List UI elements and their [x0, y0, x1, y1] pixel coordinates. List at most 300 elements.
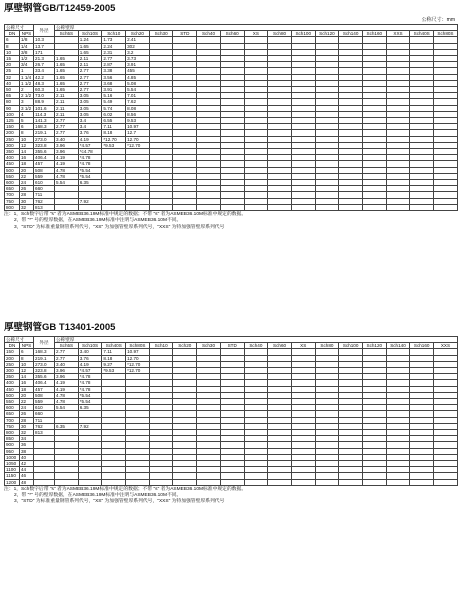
dn-cell: 750 — [5, 198, 20, 204]
nps-cell: 14 — [20, 149, 34, 155]
wall-cell: 2.11 — [78, 62, 102, 68]
header-schedule: Sch20 — [126, 31, 150, 37]
header-schedule-row — [5, 343, 458, 349]
header-schedule: XS — [244, 31, 268, 37]
wall-cell: 7.92 — [78, 423, 102, 429]
nps-cell: 22 — [20, 173, 34, 179]
dn-cell: 750 — [5, 423, 20, 429]
wall-cell — [410, 204, 434, 210]
nps-cell: 28 — [20, 417, 34, 423]
dn-cell: 800 — [5, 430, 20, 436]
dn-cell: 550 — [5, 399, 20, 405]
wall-cell: *4.78 — [78, 380, 102, 386]
dn-cell: 350 — [5, 149, 20, 155]
wall-cell: 2.11 — [55, 105, 79, 111]
wall-cell: 4.19 — [55, 161, 79, 167]
wall-cell: 2.77 — [78, 80, 102, 86]
wall-cell: 7.11 — [102, 124, 126, 130]
wall-cell: *5.54 — [78, 173, 102, 179]
wall-cell: *4.78 — [78, 386, 102, 392]
note-line: 3，"STD" 为标准重量钢管系列代号，"XS" 为加强管壁厚系列代号，"XXS" 为特加强管壁厚系列代号 — [14, 224, 225, 230]
wall-cell: 3.4 — [78, 118, 102, 124]
wall-cell: 3.4 — [78, 124, 102, 130]
od-cell: 33.4 — [34, 68, 55, 74]
nps-cell: 3/8 — [20, 49, 34, 55]
wall-cell: 7.92 — [78, 198, 102, 204]
wall-cell — [78, 479, 102, 485]
wall-cell — [173, 479, 197, 485]
wall-cell: 5.54 — [55, 180, 79, 186]
header-schedule: XXS — [434, 343, 458, 349]
nps-cell: 1 1/4 — [20, 74, 34, 80]
wall-cell: 2.77 — [78, 74, 102, 80]
wall-cell: 12.7 — [126, 130, 150, 136]
wall-cell: 3.56 — [102, 74, 126, 80]
nps-cell: 3 — [20, 99, 34, 105]
wall-cell: 5.16 — [102, 93, 126, 99]
header-od: 外径 — [34, 337, 55, 349]
wall-cell: 6.55 — [102, 118, 126, 124]
od-cell: 559 — [34, 173, 55, 179]
wall-cell: 2.11 — [55, 111, 79, 117]
wall-cell — [339, 204, 363, 210]
wall-cell — [386, 479, 410, 485]
nps-cell: 20 — [20, 167, 34, 173]
nps-cell: 28 — [20, 192, 34, 198]
od-cell: 508 — [34, 392, 55, 398]
wall-cell — [291, 204, 315, 210]
dn-cell: 600 — [5, 405, 20, 411]
header-schedule: Sch120 — [362, 343, 386, 349]
wall-cell: 2.31 — [102, 49, 126, 55]
header-schedule: Sch10S — [78, 343, 102, 349]
wall-cell: 5.74 — [102, 105, 126, 111]
nps-cell: 12 — [20, 142, 34, 148]
wall-cell: 1.65 — [55, 56, 79, 62]
wall-cell: 3.40 — [55, 361, 79, 367]
od-cell: 660 — [34, 411, 55, 417]
wall-cell — [173, 204, 197, 210]
header-schedule: Sch80 — [315, 343, 339, 349]
dn-cell: 1100 — [5, 467, 20, 473]
note-line: 注：1，Sch数字后带 "s" 者为ASMEB36.19M标准中规定的数据；不带 "s" 者为ASMEB36.10M标准中规定的数据。 — [4, 486, 247, 492]
unit-note: 公称尺寸：mm — [421, 17, 455, 23]
wall-cell: 3.68 — [102, 80, 126, 86]
wall-cell — [220, 479, 244, 485]
nps-cell: 44 — [20, 467, 34, 473]
nps-cell: 32 — [20, 204, 34, 210]
wall-cell: 3.05 — [78, 99, 102, 105]
wall-cell: *12.70 — [126, 368, 150, 374]
dn-cell: 450 — [5, 386, 20, 392]
header-schedule: Sch5S — [55, 343, 79, 349]
wall-cell — [386, 204, 410, 210]
wall-cell: 3.96 — [55, 142, 79, 148]
wall-cell: 2.77 — [78, 68, 102, 74]
wall-cell: *9.53 — [102, 368, 126, 374]
header-schedule: Sch40S — [410, 31, 434, 37]
wall-cell: 10.97 — [126, 349, 150, 355]
nps-cell: 2 1/2 — [20, 93, 34, 99]
od-cell: 114.3 — [34, 111, 55, 117]
nps-cell: 6 — [20, 349, 34, 355]
header-schedule: Sch40 — [197, 31, 221, 37]
dn-cell: 700 — [5, 417, 20, 423]
nps-cell: 1 — [20, 68, 34, 74]
dn-cell: 300 — [5, 368, 20, 374]
wall-cell: 7.62 — [126, 99, 150, 105]
wall-cell: 2.11 — [55, 93, 79, 99]
wall-cell: 2.77 — [102, 56, 126, 62]
header-schedule: Sch40S — [102, 343, 126, 349]
dn-cell: 1050 — [5, 461, 20, 467]
header-schedule: Sch10 — [102, 31, 126, 37]
header-schedule: Sch80S — [126, 343, 150, 349]
wall-cell: 3.96 — [55, 368, 79, 374]
wall-cell: 4.85 — [126, 74, 150, 80]
wall-cell: 2.77 — [78, 87, 102, 93]
table-section-gb12459 — [4, 3, 457, 231]
dn-cell: 900 — [5, 442, 20, 448]
wall-cell — [410, 479, 434, 485]
wall-cell: 8.08 — [126, 105, 150, 111]
header-schedule: Sch60 — [220, 31, 244, 37]
dn-cell: 300 — [5, 142, 20, 148]
wall-cell: 4.19 — [55, 155, 79, 161]
wall-cell — [339, 479, 363, 485]
wall-cell: 1.73 — [102, 37, 126, 43]
od-cell: 60.3 — [34, 87, 55, 93]
od-cell: 610 — [34, 405, 55, 411]
note-line: 2，带 "*" 号的壁厚数据，在ASMEB36.19M标准中注明与ASMEB36.10M不同。 — [14, 218, 182, 224]
od-cell: 406.4 — [34, 155, 55, 161]
dn-cell: 850 — [5, 436, 20, 442]
wall-cell: *9.53 — [102, 142, 126, 148]
header-schedule: Sch100 — [339, 343, 363, 349]
wall-cell: 2.77 — [55, 349, 79, 355]
nps-cell: 18 — [20, 386, 34, 392]
nps-cell: 32 — [20, 430, 34, 436]
wall-cell: 3.05 — [78, 93, 102, 99]
wall-cell: 1.24 — [78, 37, 102, 43]
wall-cell: 8.18 — [102, 130, 126, 136]
nps-cell: 1/8 — [20, 37, 34, 43]
notes — [4, 487, 457, 506]
nps-cell: 16 — [20, 380, 34, 386]
od-cell: 660 — [34, 186, 55, 192]
wall-cell: 3.96 — [55, 149, 79, 155]
header-schedule: Sch140 — [386, 343, 410, 349]
nps-cell: 22 — [20, 399, 34, 405]
od-cell: 168.3 — [34, 124, 55, 130]
od-cell: 323.8 — [34, 142, 55, 148]
wall-cell: 1.65 — [55, 62, 79, 68]
od-cell: 457 — [34, 386, 55, 392]
dn-cell: 90 — [5, 105, 20, 111]
pipe-table — [4, 24, 458, 211]
wall-cell: 4.78 — [55, 392, 79, 398]
table-row — [5, 479, 458, 485]
wall-cell: 1.65 — [78, 49, 102, 55]
table-section-gb13401 — [4, 322, 457, 505]
wall-cell: 2.11 — [78, 56, 102, 62]
header-schedule: Sch80 — [268, 31, 292, 37]
wall-cell — [149, 479, 173, 485]
wall-cell — [315, 479, 339, 485]
wall-cell: *5.54 — [78, 167, 102, 173]
wall-cell: 5.54 — [55, 405, 79, 411]
wall-cell — [126, 204, 150, 210]
dn-cell: 700 — [5, 192, 20, 198]
wall-cell: 2.77 — [55, 130, 79, 136]
table-body — [5, 37, 458, 211]
od-cell: 762 — [34, 198, 55, 204]
wall-cell: 2.41 — [126, 37, 150, 43]
nps-cell: 20 — [20, 392, 34, 398]
od-cell: 355.6 — [34, 149, 55, 155]
section-title: 厚壁钢管GB/T12459-2005 — [4, 3, 116, 14]
wall-cell: *c4.78 — [78, 149, 102, 155]
wall-cell — [102, 479, 126, 485]
nps-cell: 1/4 — [20, 43, 34, 49]
wall-cell — [434, 204, 458, 210]
wall-cell: 3.05 — [78, 111, 102, 117]
wall-cell: *4.78 — [78, 155, 102, 161]
header-nominal: 公称尺寸 — [5, 25, 34, 31]
od-cell: 323.8 — [34, 368, 55, 374]
od-cell: 457 — [34, 161, 55, 167]
wall-cell: 1.65 — [55, 80, 79, 86]
od-cell: 21.3 — [34, 56, 55, 62]
wall-cell: 4.78 — [55, 167, 79, 173]
nps-cell: 48 — [20, 479, 34, 485]
pipe-table — [4, 336, 458, 486]
nps-cell: 3/4 — [20, 62, 34, 68]
wall-cell: 3.40 — [55, 136, 79, 142]
wall-cell: 4.19 — [78, 361, 102, 367]
nps-cell: 8 — [20, 355, 34, 361]
nps-cell: 1 1/2 — [20, 80, 34, 86]
table-body — [5, 349, 458, 485]
od-cell: 219.1 — [34, 355, 55, 361]
nps-cell: 2 — [20, 87, 34, 93]
wall-cell: 8.18 — [102, 355, 126, 361]
wall-cell: 6.35 — [55, 423, 79, 429]
dn-cell: 400 — [5, 155, 20, 161]
wall-cell: *12.70 — [126, 142, 150, 148]
wall-cell — [55, 204, 79, 210]
table-row — [5, 204, 458, 210]
wall-cell: 2.77 — [55, 118, 79, 124]
nps-cell: 46 — [20, 473, 34, 479]
header-schedule: XXS — [386, 31, 410, 37]
wall-cell: 7.01 — [126, 93, 150, 99]
wall-cell: 3.91 — [126, 62, 150, 68]
wall-cell — [268, 204, 292, 210]
dn-cell: 150 — [5, 124, 20, 130]
dn-cell: 25 — [5, 68, 20, 74]
dn-cell: 10 — [5, 49, 20, 55]
od-cell: 711 — [34, 417, 55, 423]
dn-cell: 40 — [5, 80, 20, 86]
dn-cell: 800 — [5, 204, 20, 210]
wall-cell: 4.19 — [78, 136, 102, 142]
header-schedule: Sch140 — [339, 31, 363, 37]
dn-cell: 1150 — [5, 473, 20, 479]
header-schedule: XS — [291, 343, 315, 349]
dn-cell: 600 — [5, 180, 20, 186]
od-cell: 42.2 — [34, 74, 55, 80]
wall-cell — [197, 204, 221, 210]
wall-cell: 3.76 — [78, 130, 102, 136]
od-cell: 88.9 — [34, 99, 55, 105]
wall-cell: 3.38 — [102, 68, 126, 74]
wall-cell: *12.70 — [126, 361, 150, 367]
wall-cell: 4.19 — [55, 380, 79, 386]
nps-cell: 10 — [20, 361, 34, 367]
header-dn: DN — [5, 343, 20, 349]
wall-cell: 4.19 — [55, 386, 79, 392]
dn-cell: 1200 — [5, 479, 20, 485]
header-schedule: Sch20 — [173, 343, 197, 349]
wall-cell: 1.65 — [78, 43, 102, 49]
wall-cell: 5.49 — [102, 99, 126, 105]
dn-cell: 150 — [5, 349, 20, 355]
od-cell: 101.6 — [34, 105, 55, 111]
od-cell: 355.6 — [34, 374, 55, 380]
nps-cell: 40 — [20, 454, 34, 460]
od-cell: 73.0 — [34, 93, 55, 99]
dn-cell: 550 — [5, 173, 20, 179]
od-cell: 10.3 — [34, 37, 55, 43]
dn-cell: 200 — [5, 355, 20, 361]
wall-cell: 9.27 — [102, 361, 126, 367]
wall-cell — [126, 479, 150, 485]
od-cell: 219.1 — [34, 130, 55, 136]
wall-cell — [434, 479, 458, 485]
dn-cell: 350 — [5, 374, 20, 380]
note-line: 注：1，Sch数字后带 "s" 者为ASMEB36.19M标准中规定的数据；不带 "s" 者为ASMEB36.10M标准中规定的数据。 — [4, 212, 247, 218]
wall-cell: 3.05 — [78, 105, 102, 111]
nps-cell: 14 — [20, 374, 34, 380]
wall-cell — [55, 479, 79, 485]
nps-cell: 30 — [20, 423, 34, 429]
nps-cell: 34 — [20, 436, 34, 442]
dn-cell: 15 — [5, 56, 20, 62]
wall-cell — [315, 204, 339, 210]
wall-cell: 12.70 — [126, 355, 150, 361]
header-schedule: Sch60 — [268, 343, 292, 349]
nps-cell: 5 — [20, 118, 34, 124]
header-schedule: Sch40 — [244, 343, 268, 349]
wall-cell: 7.11 — [102, 349, 126, 355]
header-schedule: Sch160 — [362, 31, 386, 37]
dn-cell: 32 — [5, 74, 20, 80]
wall-cell — [220, 204, 244, 210]
wall-cell: 455 — [126, 68, 150, 74]
dn-cell: 8 — [5, 43, 20, 49]
header-nps: NPS — [20, 343, 34, 349]
nps-cell: 3 1/2 — [20, 105, 34, 111]
wall-cell: 5.54 — [126, 87, 150, 93]
dn-cell: 450 — [5, 161, 20, 167]
nps-cell: 36 — [20, 442, 34, 448]
wall-cell — [197, 479, 221, 485]
header-schedule: Sch30 — [197, 343, 221, 349]
dn-cell: 250 — [5, 136, 20, 142]
wall-cell: *4.57 — [78, 368, 102, 374]
header-schedule: Sch80S — [434, 31, 458, 37]
nps-cell: 12 — [20, 368, 34, 374]
dn-cell: 950 — [5, 448, 20, 454]
note-line: 2，带 "*" 号的壁厚数据，在ASMEB36.19M标准中注明与ASMEB36.10M不同。 — [14, 493, 182, 499]
dn-cell: 500 — [5, 392, 20, 398]
od-cell: 813 — [34, 430, 55, 436]
dn-cell: 6 — [5, 37, 20, 43]
nps-cell: 26 — [20, 186, 34, 192]
wall-cell: *4.57 — [78, 142, 102, 148]
dn-cell: 80 — [5, 99, 20, 105]
wall-cell: 2.11 — [55, 99, 79, 105]
nps-cell: 42 — [20, 461, 34, 467]
wall-cell: *12.70 — [102, 136, 126, 142]
od-cell: 813 — [34, 204, 55, 210]
note-line: 3，"STD" 为标准重量钢管系列代号，"XS" 为加强管壁厚系列代号，"XXS" 为特加强管壁厚系列代号 — [14, 499, 225, 505]
wall-cell — [102, 204, 126, 210]
wall-cell: 5.08 — [126, 80, 150, 86]
wall-cell: 3.40 — [78, 349, 102, 355]
wall-cell: 2.24 — [102, 43, 126, 49]
wall-cell — [362, 479, 386, 485]
dn-cell: 65 — [5, 93, 20, 99]
wall-cell: 1.65 — [55, 68, 79, 74]
header-nps: NPS — [20, 31, 34, 37]
wall-cell: 6.35 — [78, 180, 102, 186]
wall-cell: 3.76 — [78, 355, 102, 361]
wall-cell: 3.73 — [126, 56, 150, 62]
od-cell: 26.7 — [34, 62, 55, 68]
nps-cell: 4 — [20, 111, 34, 117]
nps-cell: 6 — [20, 124, 34, 130]
header-schedule: Sch100 — [291, 31, 315, 37]
header-schedule: Sch120 — [315, 31, 339, 37]
nps-cell: 10 — [20, 136, 34, 142]
od-cell: 48.3 — [34, 80, 55, 86]
od-cell: 406.4 — [34, 380, 55, 386]
wall-cell — [244, 479, 268, 485]
wall-cell: 3.91 — [102, 87, 126, 93]
header-schedule: STD — [220, 343, 244, 349]
wall-cell — [244, 204, 268, 210]
wall-cell: 1.65 — [55, 74, 79, 80]
notes — [4, 212, 457, 231]
header-schedule: STD — [173, 31, 197, 37]
od-cell: 171 — [34, 49, 55, 55]
wall-cell: 9.53 — [126, 118, 150, 124]
wall-cell: *4.78 — [78, 374, 102, 380]
od-cell: 610 — [34, 180, 55, 186]
dn-cell: 200 — [5, 130, 20, 136]
wall-cell: *4.78 — [78, 161, 102, 167]
wall-cell: 12.70 — [126, 136, 150, 142]
header-schedule: Sch5S — [55, 31, 79, 37]
dn-cell: 20 — [5, 62, 20, 68]
nps-cell: 18 — [20, 161, 34, 167]
dn-cell: 100 — [5, 111, 20, 117]
wall-cell: 302 — [126, 43, 150, 49]
nps-cell: 24 — [20, 405, 34, 411]
dn-cell: 500 — [5, 167, 20, 173]
